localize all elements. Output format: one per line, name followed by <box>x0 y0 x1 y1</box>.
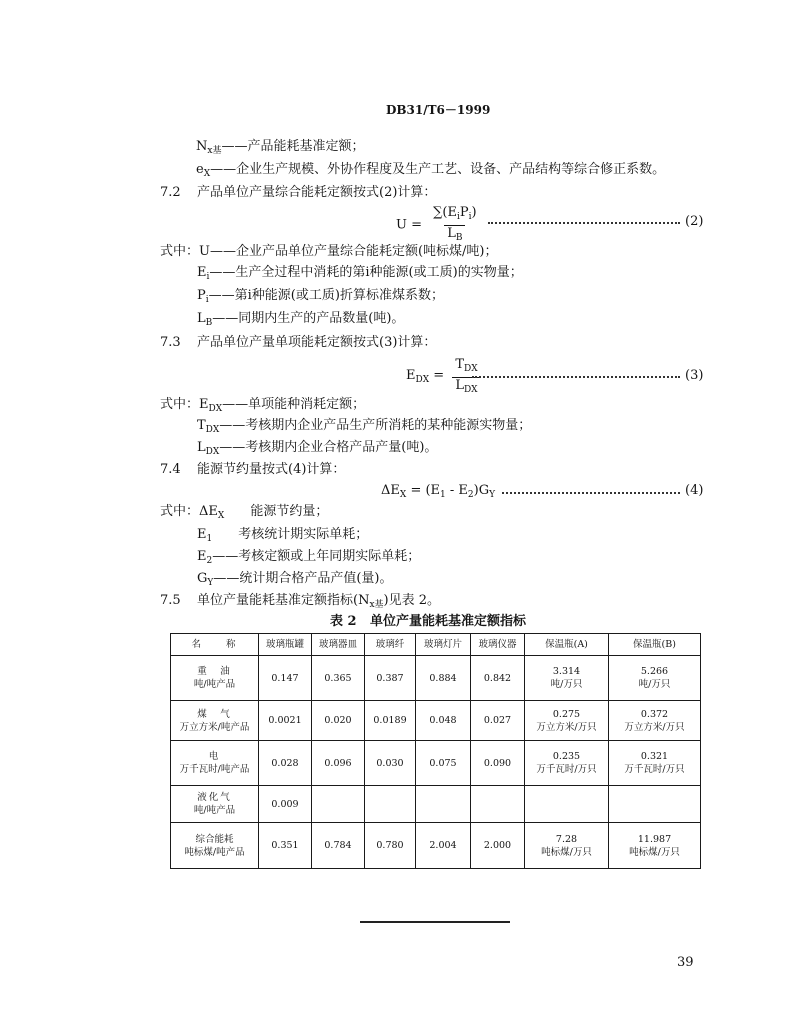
column-header: 玻璃纤 <box>365 634 416 656</box>
symbol-subscript: X <box>203 169 211 179</box>
denominator-subscript: DX <box>463 385 478 395</box>
symbol-subscript: 1 <box>206 534 213 544</box>
energy-quota-table <box>170 633 701 869</box>
formula-leader-dots <box>472 376 680 378</box>
column-header: 玻璃灯片 <box>416 634 471 656</box>
equals-sign: = <box>433 367 445 383</box>
cell-value: 7.28 <box>555 833 578 845</box>
row-label-cell <box>171 656 259 701</box>
cell-value: 11.987 <box>637 833 672 845</box>
symbol-subscript: B <box>205 318 213 328</box>
value-cell: 2.000 <box>471 823 525 869</box>
value-cell: 0.147 <box>259 656 312 701</box>
section-number-7-5: 7.5 <box>160 593 181 608</box>
cell-value: 0.372 <box>640 708 669 720</box>
definition-line <box>197 549 420 569</box>
symbol-subscript: DX <box>205 447 220 457</box>
row-name: 液化气 <box>197 792 232 803</box>
definition-line <box>160 504 328 524</box>
value-unit-cell <box>609 701 701 741</box>
numerator-part: ) <box>471 205 477 220</box>
section-heading-7-5 <box>197 593 440 613</box>
definition-line <box>197 311 404 331</box>
heading-part: )见表 2。 <box>383 593 441 608</box>
value-cell: 0.030 <box>365 741 416 786</box>
symbol-subscript: X <box>217 511 225 521</box>
cell-unit: 吨标煤/万只 <box>629 846 680 858</box>
denominator-part: L <box>447 226 456 241</box>
formula-2 <box>396 206 480 245</box>
definition-text: 能源节约量； <box>224 504 329 519</box>
heading-subscript: x基 <box>369 600 384 610</box>
cell-unit: 吨/万只 <box>638 679 671 690</box>
fraction-denominator <box>452 377 480 397</box>
value-cell: 0.009 <box>259 786 312 823</box>
column-header: 保温瓶(B) <box>609 634 701 656</box>
symbol-subscript: DX <box>205 425 220 435</box>
empty-cell <box>312 786 365 823</box>
page-number: 39 <box>677 955 694 970</box>
value-unit-cell <box>525 741 609 786</box>
footer-rule <box>360 921 510 923</box>
row-name: 综合能耗 <box>195 833 234 845</box>
section-heading-7-3: 产品单位产量单项能耗定额按式(3)计算： <box>197 335 437 350</box>
cell-value: 5.266 <box>640 666 669 677</box>
cell-unit: 吨标煤/万只 <box>541 846 592 858</box>
column-header: 名 称 <box>171 634 259 656</box>
definition-line <box>196 139 364 159</box>
table-label: 表 2 <box>330 614 357 629</box>
numerator-subscript: DX <box>463 364 478 374</box>
symbol-subscript: i <box>205 295 209 305</box>
denominator-subscript: B <box>455 233 463 243</box>
table-row <box>171 741 701 786</box>
value-cell: 0.096 <box>312 741 365 786</box>
value-cell: 0.020 <box>312 701 365 741</box>
value-cell: 0.090 <box>471 741 525 786</box>
definition-text: ——单项能种消耗定额； <box>222 397 366 412</box>
row-unit: 吨/吨产品 <box>193 805 236 816</box>
formula-fraction <box>430 206 479 245</box>
value-cell: 0.387 <box>365 656 416 701</box>
value-cell: 0.351 <box>259 823 312 869</box>
standard-code-header: DB31/T6－1999 <box>386 103 491 117</box>
symbol-subscript: x基 <box>207 146 222 156</box>
symbol: G <box>197 571 208 586</box>
cell-unit: 万立方米/万只 <box>624 721 685 733</box>
cell-value: 3.314 <box>552 666 581 677</box>
value-cell: 2.004 <box>416 823 471 869</box>
where-label: 式中： <box>160 244 200 259</box>
empty-cell <box>416 786 471 823</box>
cell-unit: 万立方米/万只 <box>536 721 597 733</box>
numerator-part: ∑(E <box>433 205 457 220</box>
symbol: U <box>199 244 210 259</box>
definition-line <box>197 571 393 591</box>
definition-text: ——第i种能源(或工质)折算标准煤系数； <box>208 288 444 303</box>
row-unit: 万千瓦时/吨产品 <box>179 764 250 775</box>
symbol: E <box>197 549 207 564</box>
symbol: E <box>197 265 207 280</box>
formula-part: )G <box>473 483 490 498</box>
table-row <box>171 823 701 869</box>
value-unit-cell <box>525 701 609 741</box>
formula-lhs: U = <box>396 217 422 233</box>
row-label-cell <box>171 786 259 823</box>
symbol: E <box>199 397 209 412</box>
definition-text: ——企业产品单位产量综合能耗定额(吨标煤/吨)； <box>209 244 498 259</box>
numerator-subscript: i <box>468 212 472 222</box>
symbol-subscript: DX <box>208 404 223 414</box>
section-heading-7-2: 产品单位产量综合能耗定额按式(2)计算： <box>197 185 437 200</box>
definition-text: ——考核期内企业合格产品产量(吨)。 <box>219 440 438 455</box>
section-number-7-3: 7.3 <box>160 335 181 350</box>
definition-line <box>197 288 444 308</box>
definition-line <box>197 440 437 460</box>
row-name: 电 <box>208 751 221 762</box>
empty-cell <box>609 786 701 823</box>
definition-line <box>197 527 368 547</box>
lhs-symbol: E <box>406 367 416 383</box>
empty-cell <box>471 786 525 823</box>
definition-line <box>196 162 665 182</box>
value-unit-cell <box>525 656 609 701</box>
formula-part: ΔE <box>381 483 400 498</box>
cell-unit: 吨/万只 <box>550 679 583 690</box>
column-header: 保温瓶(A) <box>525 634 609 656</box>
fraction-numerator <box>452 358 480 377</box>
numerator-subscript: i <box>456 212 460 222</box>
column-header: 玻璃瓶罐 <box>259 634 312 656</box>
definition-line <box>197 265 523 285</box>
definition-line <box>160 397 365 417</box>
symbol-subscript: 2 <box>206 556 213 566</box>
formula-part: - E <box>445 483 468 498</box>
numerator-part: T <box>455 357 464 372</box>
empty-cell <box>365 786 416 823</box>
row-name: 煤 气 <box>197 708 232 720</box>
formula-subscript: Y <box>489 490 496 500</box>
formula-leader-dots <box>502 492 680 494</box>
where-label: 式中： <box>160 397 200 412</box>
definition-text: ——生产全过程中消耗的第i种能源(或工质)的实物量； <box>209 265 523 280</box>
definition-text: 考核统计期实际单耗； <box>212 527 369 542</box>
definition-text: ——企业生产规模、外协作程度及生产工艺、设备、产品结构等综合修正系数。 <box>210 162 666 177</box>
value-unit-cell <box>609 823 701 869</box>
row-unit: 吨/吨产品 <box>193 679 236 690</box>
symbol: L <box>197 311 206 326</box>
row-unit: 吨标煤/吨产品 <box>184 846 245 858</box>
symbol-subscript: i <box>206 272 210 282</box>
cell-value: 0.275 <box>552 708 581 720</box>
value-unit-cell <box>609 741 701 786</box>
value-cell: 0.365 <box>312 656 365 701</box>
table-row <box>171 701 701 741</box>
cell-unit: 万千瓦时/万只 <box>624 764 685 775</box>
table-title: 单位产量能耗基准定额指标 <box>370 614 527 629</box>
definition-text: ——考核期内企业产品生产所消耗的某种能源实物量； <box>219 418 532 433</box>
value-cell: 0.0189 <box>365 701 416 741</box>
symbol-subscript: Y <box>207 578 214 588</box>
symbol: N <box>196 139 208 154</box>
symbol: L <box>197 440 206 455</box>
formula-4 <box>381 483 495 503</box>
empty-cell <box>525 786 609 823</box>
value-cell: 0.884 <box>416 656 471 701</box>
symbol: T <box>197 418 206 433</box>
numerator-part: P <box>459 205 469 220</box>
symbol: ΔE <box>199 504 218 519</box>
formula-part: = (E <box>406 483 441 498</box>
where-label: 式中： <box>160 504 200 519</box>
table-header-row <box>171 634 701 656</box>
section-number-7-4: 7.4 <box>160 462 181 477</box>
heading-part: 单位产量能耗基准定额指标(N <box>197 593 370 608</box>
value-cell: 0.028 <box>259 741 312 786</box>
value-unit-cell <box>525 823 609 869</box>
formula-leader-dots <box>488 222 680 224</box>
value-cell: 0.027 <box>471 701 525 741</box>
value-cell: 0.842 <box>471 656 525 701</box>
formula-subscript: 2 <box>467 490 474 500</box>
lhs-subscript: DX <box>415 374 430 385</box>
fraction-denominator <box>444 225 465 245</box>
table-row <box>171 656 701 701</box>
formula-subscript: 1 <box>440 490 446 500</box>
symbol: P <box>197 288 206 303</box>
definition-line <box>197 418 531 438</box>
definition-text: ——考核定额或上年同期实际单耗； <box>212 549 421 564</box>
row-label-cell <box>171 823 259 869</box>
row-name: 重 油 <box>197 666 232 677</box>
definition-text: ——同期内生产的产品数量(吨)。 <box>212 311 405 326</box>
value-cell: 0.075 <box>416 741 471 786</box>
value-cell: 0.780 <box>365 823 416 869</box>
cell-unit: 万千瓦时/万只 <box>536 764 597 775</box>
formula-subscript: X <box>399 490 407 500</box>
formula-3 <box>406 358 481 397</box>
definition-text: ——产品能耗基准定额； <box>221 139 365 154</box>
column-header: 玻璃仪器 <box>471 634 525 656</box>
section-heading-7-4: 能源节约量按式(4)计算： <box>197 462 346 477</box>
fraction-numerator <box>430 206 479 225</box>
formula-number: (4) <box>685 483 704 498</box>
formula-number: (2) <box>685 214 704 229</box>
row-label-cell <box>171 741 259 786</box>
formula-number: (3) <box>685 368 704 383</box>
cell-value: 0.321 <box>640 751 669 762</box>
symbol: E <box>197 527 207 542</box>
definition-line <box>160 244 498 264</box>
symbol: e <box>196 162 204 177</box>
definition-text: ——统计期合格产品产值(量)。 <box>213 571 393 586</box>
formula-lhs <box>406 368 444 383</box>
row-label-cell <box>171 701 259 741</box>
table-row <box>171 786 701 823</box>
value-cell: 0.0021 <box>259 701 312 741</box>
value-unit-cell <box>609 656 701 701</box>
column-header: 玻璃器皿 <box>312 634 365 656</box>
denominator-part: L <box>455 378 464 393</box>
section-number-7-2: 7.2 <box>160 185 181 200</box>
value-cell: 0.784 <box>312 823 365 869</box>
row-unit: 万立方米/吨产品 <box>179 721 250 733</box>
value-cell: 0.048 <box>416 701 471 741</box>
cell-value: 0.235 <box>552 751 581 762</box>
